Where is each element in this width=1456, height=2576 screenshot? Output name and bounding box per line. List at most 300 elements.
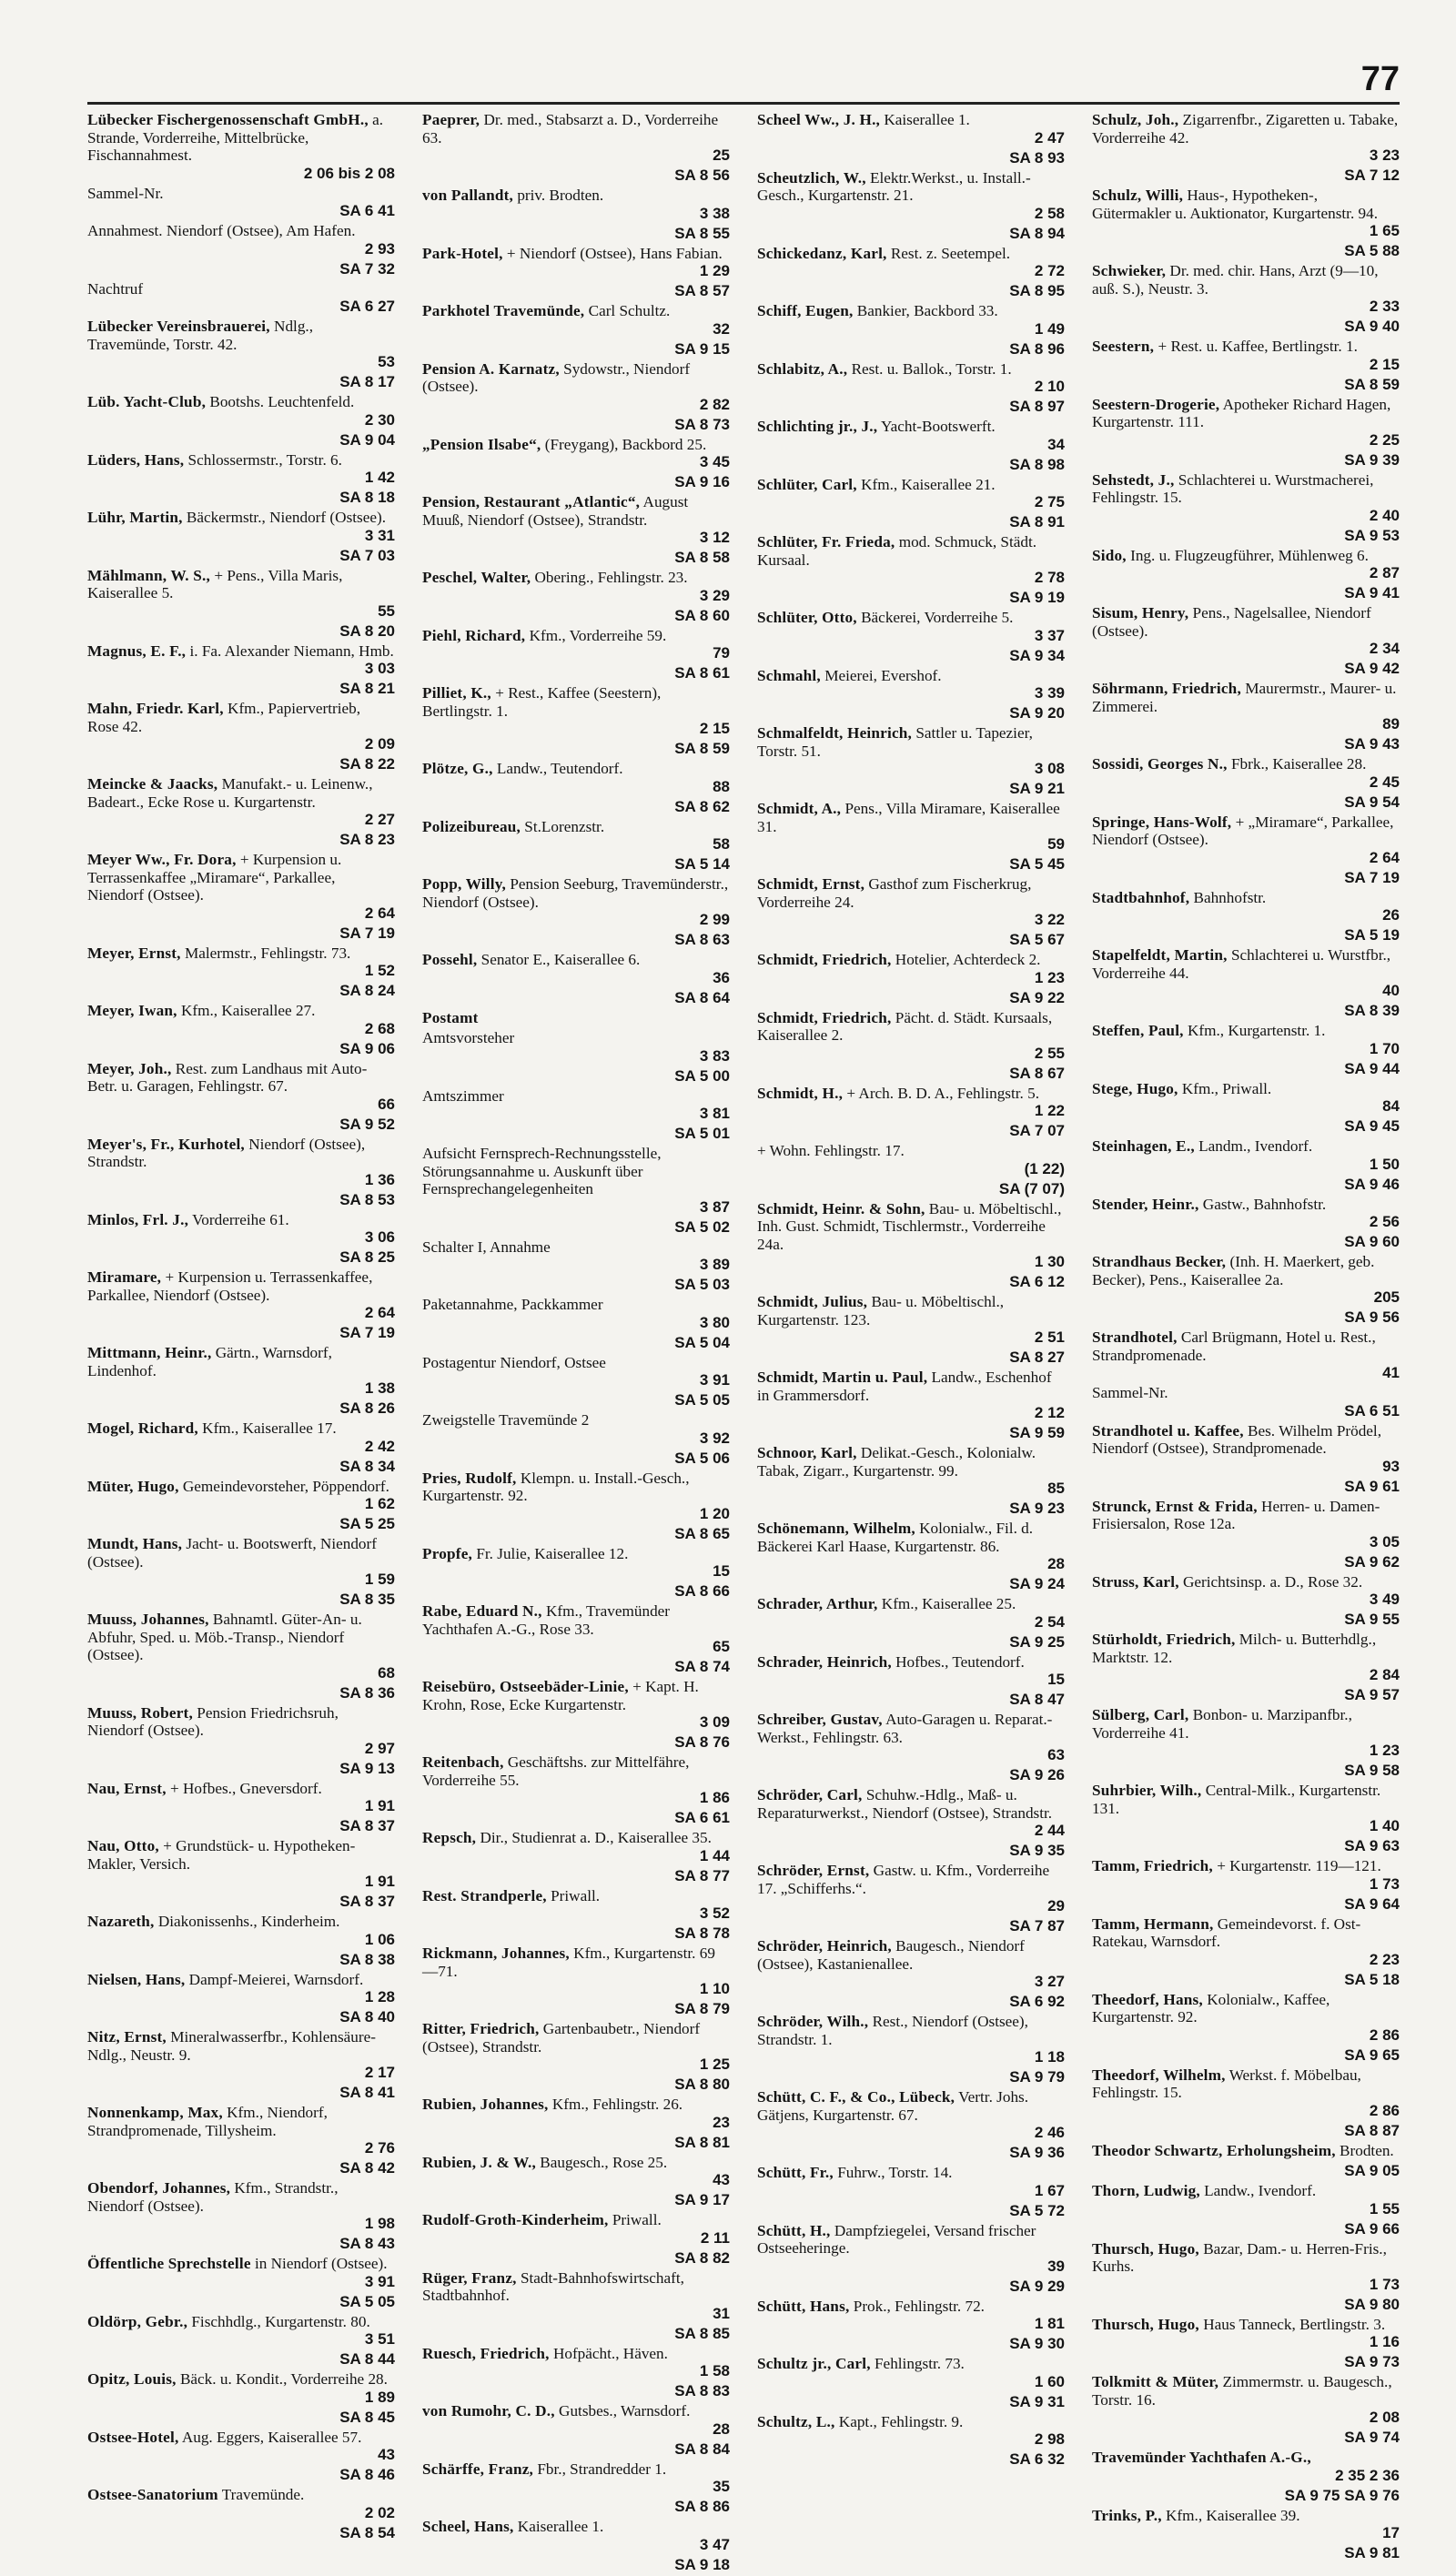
- column-3: [757, 111, 1065, 2576]
- entry-text: Kfm., Niendorf, Strandpromenade, Tillysheim.: [87, 2104, 328, 2139]
- directory-entry: [1092, 1895, 1400, 1913]
- entry-phone: 2 30: [364, 410, 395, 429]
- entry-name: Magnus, E. F.,: [87, 641, 187, 660]
- entry-name: Schütt, Hans,: [757, 2297, 850, 2315]
- entry-name: Meyer, Iwan,: [87, 1002, 177, 1019]
- entry-phone: SA 9 81: [1344, 2544, 1400, 2561]
- entry-name: Öffentliche Sprechstelle: [87, 2255, 251, 2272]
- entry-phone: SA 6 61: [674, 1809, 730, 1826]
- entry-name: Rudolf-Groth-Kinderheim,: [422, 2211, 609, 2228]
- entry-text: Zweigstelle Travemünde 2: [422, 1411, 590, 1429]
- entry-text: + Kapt. H. Krohn, Rose, Ecke Kurgartenstr.: [422, 1678, 699, 1713]
- directory-entry: [422, 360, 730, 413]
- entry-phone: SA 8 77: [674, 1866, 730, 1884]
- entry-text: Paketannahme, Packkammer: [422, 1296, 603, 1313]
- directory-entry: [422, 664, 730, 682]
- directory-entry: [87, 1704, 395, 1757]
- entry-phone: SA 9 56: [1344, 1308, 1400, 1326]
- entry-phone: SA 9 60: [1344, 1233, 1400, 1250]
- directory-entry: [1092, 1308, 1400, 1326]
- entry-phone: 2 46: [1034, 2124, 1065, 2141]
- entry-text: Carl Brügmann, Hotel u. Rest., Strandpromenade.: [1092, 1328, 1376, 1364]
- entry-phone: SA 8 59: [1344, 375, 1400, 393]
- directory-entry: [757, 2298, 1065, 2333]
- entry-text: Kfm., Kurgartenstr. 69—71.: [422, 1945, 715, 1980]
- directory-entry: [422, 1470, 730, 1522]
- directory-entry: [757, 704, 1065, 722]
- entry-text: Priwall.: [551, 1886, 601, 1904]
- entry-text: Zigarrenfbr., Zigaretten u. Tabake, Vorderreihe 42.: [1092, 111, 1399, 146]
- directory-entry: [757, 1766, 1065, 1783]
- entry-phone: SA 5 04: [674, 1333, 730, 1351]
- entry-phone: SA 8 64: [674, 988, 730, 1006]
- entry-phone: 3 12: [699, 529, 730, 546]
- directory-entry: [422, 1450, 730, 1467]
- entry-text: Aufsicht Fernsprech-Rechnungsstelle, Störungsannahme u. Auskunft über Fernsprechangelegenheiten: [422, 1145, 662, 1197]
- entry-text: Pension Seeburg, Travemünderstr., Niendorf (Ostsee).: [422, 875, 729, 911]
- directory-entry: [87, 2293, 395, 2310]
- entry-text: Gutsbes., Warnsdorf.: [559, 2402, 691, 2419]
- directory-entry: [1092, 2373, 1400, 2426]
- directory-entry: [422, 1145, 730, 1216]
- entry-phone: SA 5 06: [674, 1449, 730, 1467]
- entry-name: Seestern-Drogerie,: [1092, 395, 1220, 413]
- entry-name: Parkhotel Travemünde,: [422, 302, 585, 319]
- entry-name: Ostsee-Sanatorium: [87, 2486, 218, 2503]
- directory-entry: [757, 1085, 1065, 1120]
- directory-entry: [87, 2466, 395, 2483]
- entry-text: Kaiserallee 1.: [517, 2518, 604, 2535]
- entry-phone: 2 02: [364, 2503, 395, 2521]
- entry-phone: 59: [1047, 835, 1065, 853]
- directory-entry: [87, 1817, 395, 1834]
- directory-entry: [1092, 2296, 1400, 2313]
- directory-entry: [87, 1399, 395, 1417]
- entry-phone: SA 9 42: [1344, 660, 1400, 677]
- entry-text: Rest., Niendorf (Ostsee), Strandstr. 1.: [757, 2013, 1028, 2048]
- entry-phone: 2 11: [700, 2228, 730, 2247]
- directory-columns: [87, 111, 1400, 2573]
- entry-name: Mahn, Friedr. Karl,: [87, 700, 224, 717]
- directory-entry: [422, 1125, 730, 1142]
- entry-text: Fuhrw., Torstr. 14.: [837, 2164, 953, 2181]
- directory-entry: [422, 1009, 730, 1027]
- directory-entry: [87, 700, 395, 753]
- directory-entry: [422, 1276, 730, 1293]
- entry-phone: SA 8 81: [674, 2133, 730, 2151]
- page-number: 77: [1360, 60, 1400, 98]
- directory-entry: [422, 2020, 730, 2073]
- entry-phone: 88: [713, 777, 730, 795]
- entry-phone: SA 7 12: [1344, 167, 1400, 184]
- entry-name: Schlüter, Carl,: [757, 475, 857, 493]
- entry-text: Ing. u. Flugzeugführer, Mühlenweg 6.: [1130, 546, 1369, 564]
- entry-phone: SA 8 63: [674, 931, 730, 948]
- entry-phone: 1 30: [1034, 1253, 1065, 1270]
- entry-phone: 1 23: [1034, 968, 1065, 986]
- entry-name: Schrader, Heinrich,: [757, 1652, 892, 1671]
- entry-phone: 1 49: [1034, 319, 1065, 338]
- entry-text: Landm., Ivendorf.: [1198, 1137, 1313, 1155]
- entry-phone: 2 12: [1034, 1404, 1065, 1421]
- entry-name: Schröder, Ernst,: [757, 1862, 870, 1879]
- entry-name: Schrader, Arthur,: [757, 1595, 878, 1612]
- entry-phone: 3 91: [364, 2272, 395, 2290]
- directory-entry: [757, 1862, 1065, 1914]
- entry-phone: 3 06: [364, 1228, 395, 1246]
- directory-entry: [757, 989, 1065, 1006]
- entry-phone: SA 5 01: [674, 1125, 730, 1142]
- entry-text: Gerichtsinsp. a. D., Rose 32.: [1183, 1572, 1363, 1591]
- directory-entry: [87, 1780, 395, 1815]
- entry-text: i. Fa. Alexander Niemann, Hmb.: [189, 641, 394, 660]
- entry-name: Ritter, Friedrich,: [422, 2020, 540, 2037]
- directory-entry: [757, 1369, 1065, 1421]
- entry-phone: SA 8 56: [674, 167, 730, 184]
- entry-phone: SA 9 58: [1344, 1762, 1400, 1779]
- entry-name: Lübecker Vereinsbrauerei,: [87, 318, 270, 335]
- entry-text: Bahnhofstr.: [1193, 888, 1267, 906]
- entry-phone: SA 7 19: [339, 1324, 395, 1341]
- entry-phone: SA 6 41: [339, 202, 395, 219]
- directory-entry: [87, 1191, 395, 1208]
- directory-entry: [87, 2429, 395, 2464]
- entry-phone: 25: [713, 146, 730, 164]
- directory-entry: [1092, 1498, 1400, 1551]
- entry-name: Schmidt, Julius,: [757, 1293, 868, 1310]
- entry-phone: 2 87: [1369, 564, 1400, 581]
- directory-entry: [757, 1065, 1065, 1082]
- entry-name: Mählmann, W. S.,: [87, 566, 211, 584]
- entry-phone: SA 8 55: [674, 224, 730, 242]
- entry-phone: 2 25: [1369, 430, 1400, 449]
- directory-entry: [422, 1658, 730, 1675]
- entry-name: Ostsee-Hotel,: [87, 2428, 179, 2446]
- entry-phone: 2 86: [1369, 2025, 1400, 2044]
- entry-phone: SA 8 36: [339, 1683, 395, 1702]
- entry-text: (Inh. H. Maerkert, geb. Becker), Pens., Kaiserallee 2a.: [1092, 1253, 1375, 1288]
- entry-name: Schmidt, Friedrich,: [757, 1008, 892, 1026]
- entry-text: Kfm., Strandstr., Niendorf (Ostsee).: [87, 2179, 339, 2215]
- entry-phone: 2 64: [1369, 848, 1400, 866]
- entry-text: Gemeindevorsteher, Pöppendorf.: [182, 1477, 389, 1495]
- entry-phone: 2 15: [1369, 355, 1400, 373]
- directory-entry: [87, 622, 395, 640]
- entry-phone: SA 9 26: [1009, 1766, 1065, 1783]
- directory-entry: [422, 1945, 730, 1997]
- entry-text: + Rest., Kaffee (Seestern), Bertlingstr. 1.: [422, 684, 662, 720]
- directory-entry: [87, 851, 395, 922]
- entry-name: Repsch,: [422, 1829, 477, 1846]
- entry-name: Schickedanz, Karl,: [757, 244, 887, 262]
- directory-entry: [1092, 2182, 1400, 2217]
- entry-name: Schlabitz, A.,: [757, 359, 848, 378]
- directory-entry: [422, 2076, 730, 2093]
- directory-entry: [757, 1786, 1065, 1839]
- directory-entry: [1092, 338, 1400, 373]
- entry-name: Scheel, Hans,: [422, 2518, 514, 2535]
- entry-phone: 3 49: [1369, 1591, 1400, 1608]
- entry-phone: SA 8 57: [674, 282, 730, 299]
- entry-phone: 2 78: [1034, 569, 1065, 586]
- directory-entry: [422, 2269, 730, 2322]
- entry-phone: SA 9 24: [1009, 1575, 1065, 1592]
- directory-entry: [757, 2164, 1065, 2199]
- entry-name: Rest. Strandperle,: [422, 1886, 547, 1904]
- entry-phone: SA 8 41: [339, 2084, 395, 2101]
- entry-name: von Pallandt,: [422, 187, 514, 204]
- entry-text: Hotelier, Achterdeck 2.: [895, 951, 1041, 968]
- entry-phone: SA 9 29: [1009, 2277, 1065, 2295]
- entry-name: Schärffe, Franz,: [422, 2460, 534, 2478]
- entry-name: Scheel Ww., J. H.,: [757, 111, 881, 128]
- entry-text: Gastw., Bahnhofstr.: [1202, 1195, 1327, 1213]
- directory-entry: [422, 416, 730, 433]
- entry-name: Meyer's, Fr., Kurhotel,: [87, 1135, 245, 1153]
- entry-phone: SA 9 36: [1009, 2144, 1065, 2161]
- directory-entry: [757, 855, 1065, 873]
- directory-entry: [1092, 584, 1400, 601]
- entry-phone: 3 52: [699, 1904, 730, 1922]
- directory-entry: [422, 931, 730, 948]
- directory-entry: [422, 1753, 730, 1806]
- directory-entry: [1092, 1253, 1400, 1306]
- entry-phone: SA 5 72: [1009, 2201, 1065, 2219]
- entry-phone: SA 9 64: [1344, 1894, 1400, 1913]
- directory-entry: [757, 1273, 1065, 1290]
- entry-text: Landw., Teutendorf.: [496, 760, 623, 777]
- entry-text: Priwall.: [612, 2211, 662, 2228]
- entry-text: Manufakt.- u. Leinenw., Badeart., Ecke Rose u. Kurgartenstr.: [87, 775, 373, 811]
- entry-text: Fbrk., Kaiserallee 28.: [1230, 755, 1367, 773]
- entry-text: Bootshs. Leuchtenfeld.: [209, 393, 355, 410]
- directory-entry: [757, 282, 1065, 299]
- entry-phone: 3 51: [364, 2330, 395, 2348]
- entry-text: (Freygang), Backbord 25.: [544, 435, 707, 453]
- entry-phone: 2 17: [364, 2064, 395, 2081]
- entry-text: Milch- u. Butterhdlg., Marktstr. 12.: [1092, 1631, 1377, 1666]
- directory-entry: [1092, 926, 1400, 944]
- entry-text: Bankier, Backbord 33.: [856, 302, 998, 319]
- directory-entry: [757, 1424, 1065, 1441]
- entry-name: Schütt, H.,: [757, 2221, 831, 2239]
- entry-text: Kfm., Kaiserallee 39.: [1166, 2506, 1300, 2524]
- entry-phone: 2 82: [699, 395, 730, 413]
- entry-phone: 2 98: [1034, 2430, 1065, 2448]
- directory-entry: [757, 667, 1065, 702]
- entry-name: Strandhotel u. Kaffee,: [1092, 1421, 1244, 1440]
- column-2: [422, 111, 730, 2576]
- entry-phone: SA 9 62: [1344, 1552, 1400, 1571]
- entry-text: Apotheker Richard Hagen, Kurgartenstr. 111.: [1092, 395, 1391, 430]
- entry-phone: 58: [713, 835, 730, 853]
- entry-name: Schulz, Joh.,: [1092, 111, 1179, 128]
- entry-name: Muuss, Johannes,: [87, 1611, 209, 1628]
- directory-entry: [87, 1002, 395, 1037]
- entry-phone: SA 9 20: [1009, 704, 1065, 722]
- directory-entry: [757, 476, 1065, 511]
- entry-phone: SA 5 14: [674, 855, 730, 873]
- entry-phone: SA 8 60: [674, 606, 730, 624]
- directory-entry: [87, 1136, 395, 1188]
- directory-entry: [87, 982, 395, 999]
- entry-text: Kaiserallee 1.: [884, 111, 970, 128]
- directory-entry: [422, 989, 730, 1006]
- entry-phone: SA 8 83: [674, 2382, 730, 2399]
- header-rule: [87, 102, 1400, 105]
- directory-entry: [422, 2460, 730, 2496]
- directory-entry: [1092, 527, 1400, 544]
- entry-text: Senator E., Kaiserallee 6.: [480, 951, 641, 968]
- entry-phone: 15: [1047, 1671, 1065, 1688]
- entry-phone: 66: [378, 1095, 395, 1113]
- entry-text: + Kurpension u. Terrassenkaffee, Parkallee, Niendorf (Ostsee).: [87, 1268, 373, 1304]
- directory-entry: [422, 187, 730, 222]
- entry-text: Bau- u. Möbeltischl., Inh. Gust. Schmidt, Tischlermstr., Vorderreihe 24a.: [757, 1199, 1062, 1253]
- directory-entry: [1092, 735, 1400, 753]
- entry-phone: 2 68: [364, 1019, 395, 1037]
- entry-text: Gemeindevorst. f. Ost-Ratekau, Warnsdorf.: [1092, 1914, 1361, 1950]
- entry-phone: SA 9 44: [1344, 1059, 1400, 1077]
- entry-phone: SA 9 18: [674, 2555, 730, 2573]
- entry-name: Steinhagen, E.,: [1092, 1137, 1195, 1155]
- directory-entry: [87, 2028, 395, 2081]
- entry-phone: 3 83: [699, 1046, 730, 1065]
- entry-text: Landw., Eschenhof in Grammersdorf.: [757, 1369, 1052, 1404]
- entry-name: Tolkmitt & Müter,: [1092, 2373, 1219, 2390]
- entry-phone: SA 6 12: [1009, 1273, 1065, 1290]
- entry-phone: SA 8 34: [339, 1457, 395, 1475]
- entry-phone: SA 8 74: [674, 1658, 730, 1675]
- directory-entry: [757, 2355, 1065, 2390]
- entry-name: Miramare,: [87, 1268, 162, 1286]
- directory-entry: [87, 1060, 395, 1113]
- entry-text: Baugesch., Niendorf (Ostsee), Kastanienallee.: [757, 1937, 1025, 1973]
- directory-entry: [422, 2154, 730, 2189]
- directory-entry: [87, 1116, 395, 1133]
- entry-text: Fbr., Strandredder 1.: [537, 2460, 667, 2478]
- entry-phone: SA 6 92: [1009, 1993, 1065, 2010]
- entry-phone: 3 87: [699, 1197, 730, 1216]
- entry-text: Vorderreihe 61.: [192, 1210, 289, 1228]
- entry-text: Elektr.Werkst., u. Install.-Gesch., Kurgartenstr. 21.: [757, 168, 1031, 204]
- directory-entry: [422, 2249, 730, 2267]
- entry-text: Kfm., Kaiserallee 25.: [881, 1595, 1016, 1612]
- entry-name: Rüger, Franz,: [422, 2268, 517, 2287]
- directory-entry: [1092, 1080, 1400, 1116]
- entry-phone: 15: [713, 1562, 730, 1580]
- entry-text: Bes. Wilhelm Prödel, Niendorf (Ostsee), Strandpromenade.: [1092, 1421, 1381, 1457]
- directory-entry: [87, 1268, 395, 1321]
- entry-phone: SA 9 21: [1009, 780, 1065, 797]
- directory-entry: [1092, 547, 1400, 582]
- directory-entry: [87, 2104, 395, 2157]
- entry-name: Mogel, Richard,: [87, 1419, 198, 1437]
- directory-entry: [757, 1293, 1065, 1346]
- entry-phone: 2 75: [1034, 493, 1065, 510]
- entry-phone: 28: [1047, 1555, 1065, 1572]
- directory-entry: [1092, 471, 1400, 524]
- directory-entry: [87, 373, 395, 390]
- entry-text: Maurermstr., Maurer- u. Zimmerei.: [1092, 680, 1397, 715]
- entry-phone: SA 9 40: [1344, 318, 1400, 335]
- entry-phone: SA 8 53: [339, 1190, 395, 1208]
- entry-phone: 3 29: [699, 586, 730, 604]
- entry-text: Kapt., Fehlingstr. 9.: [838, 2412, 964, 2430]
- entry-text: Dir., Studienrat a. D., Kaiserallee 35.: [480, 1829, 712, 1846]
- directory-entry: [757, 1691, 1065, 1708]
- directory-entry: [87, 1458, 395, 1475]
- directory-entry: [1092, 889, 1400, 924]
- entry-text: Kfm., Fehlingstr. 26.: [551, 2096, 683, 2113]
- entry-phone: 3 92: [699, 1429, 730, 1447]
- entry-phone: SA 9 04: [339, 430, 395, 449]
- directory-entry: [87, 547, 395, 564]
- entry-text: Annahmest. Niendorf (Ostsee), Am Hafen.: [87, 222, 356, 239]
- entry-name: Thorn, Ludwig,: [1092, 2182, 1200, 2199]
- directory-entry: [1092, 813, 1400, 866]
- entry-phone: 34: [1047, 435, 1065, 453]
- directory-entry: [757, 169, 1065, 222]
- entry-phone: SA 9 06: [339, 1039, 395, 1057]
- directory-entry: [422, 740, 730, 757]
- directory-entry: [1092, 318, 1400, 335]
- directory-entry: [87, 1248, 395, 1266]
- directory-entry: [422, 1733, 730, 1751]
- entry-text: Meierei, Evershof.: [824, 666, 942, 684]
- entry-text: Dr. med., Stabsarzt a. D., Vorderreihe 63.: [422, 111, 719, 146]
- entry-text: + Arch. B. D. A., Fehlingstr. 5.: [846, 1084, 1040, 1102]
- directory-entry: [422, 1354, 730, 1389]
- entry-text: Pension Friedrichsruh, Niendorf (Ostsee).: [87, 1703, 339, 1739]
- entry-phone: 2 51: [1034, 1328, 1065, 1346]
- directory-entry: [422, 1867, 730, 1884]
- directory-entry: [1092, 1991, 1400, 2044]
- directory-entry: [1092, 242, 1400, 259]
- entry-name: Reitenbach,: [422, 1753, 504, 1771]
- directory-entry: [1092, 793, 1400, 811]
- entry-name: Popp, Willy,: [422, 875, 507, 893]
- directory-entry: [87, 222, 395, 258]
- entry-phone: 205: [1373, 1288, 1400, 1306]
- entry-text: Stadt-Bahnhofswirtschaft, Stadtbahnhof.: [422, 2268, 684, 2304]
- entry-text: Sammel-Nr.: [1092, 1384, 1168, 1401]
- directory-entry: [757, 1500, 1065, 1517]
- entry-name: Reisebüro, Ostseebäder-Linie,: [422, 1678, 629, 1695]
- directory-entry: [757, 2068, 1065, 2086]
- entry-phone: 28: [713, 2419, 730, 2438]
- entry-phone: 2 34: [1369, 640, 1400, 657]
- directory-entry: [422, 798, 730, 815]
- entry-phone: 1 28: [364, 1988, 395, 2005]
- directory-entry: [87, 2350, 395, 2368]
- entry-phone: 40: [1382, 982, 1400, 999]
- entry-name: Muuss, Robert,: [87, 1703, 193, 1722]
- directory-entry: [422, 111, 730, 164]
- entry-text: Kfm., Kaiserallee 21.: [861, 475, 996, 493]
- entry-name: Polizeibureau,: [422, 817, 521, 835]
- entry-phone: 1 70: [1369, 1039, 1400, 1057]
- entry-phone: SA 8 78: [674, 1924, 730, 1942]
- directory-entry: [757, 1993, 1065, 2010]
- entry-name: Schmidt, Ernst,: [757, 875, 865, 893]
- directory-entry: [422, 493, 730, 546]
- entry-name: Schütt, Fr.,: [757, 2164, 834, 2181]
- entry-phone: 2 44: [1034, 1822, 1065, 1839]
- entry-name: Schmahl,: [757, 666, 821, 684]
- entry-name: Schultz jr., Carl,: [757, 2355, 871, 2372]
- entry-phone: 39: [1047, 2257, 1065, 2275]
